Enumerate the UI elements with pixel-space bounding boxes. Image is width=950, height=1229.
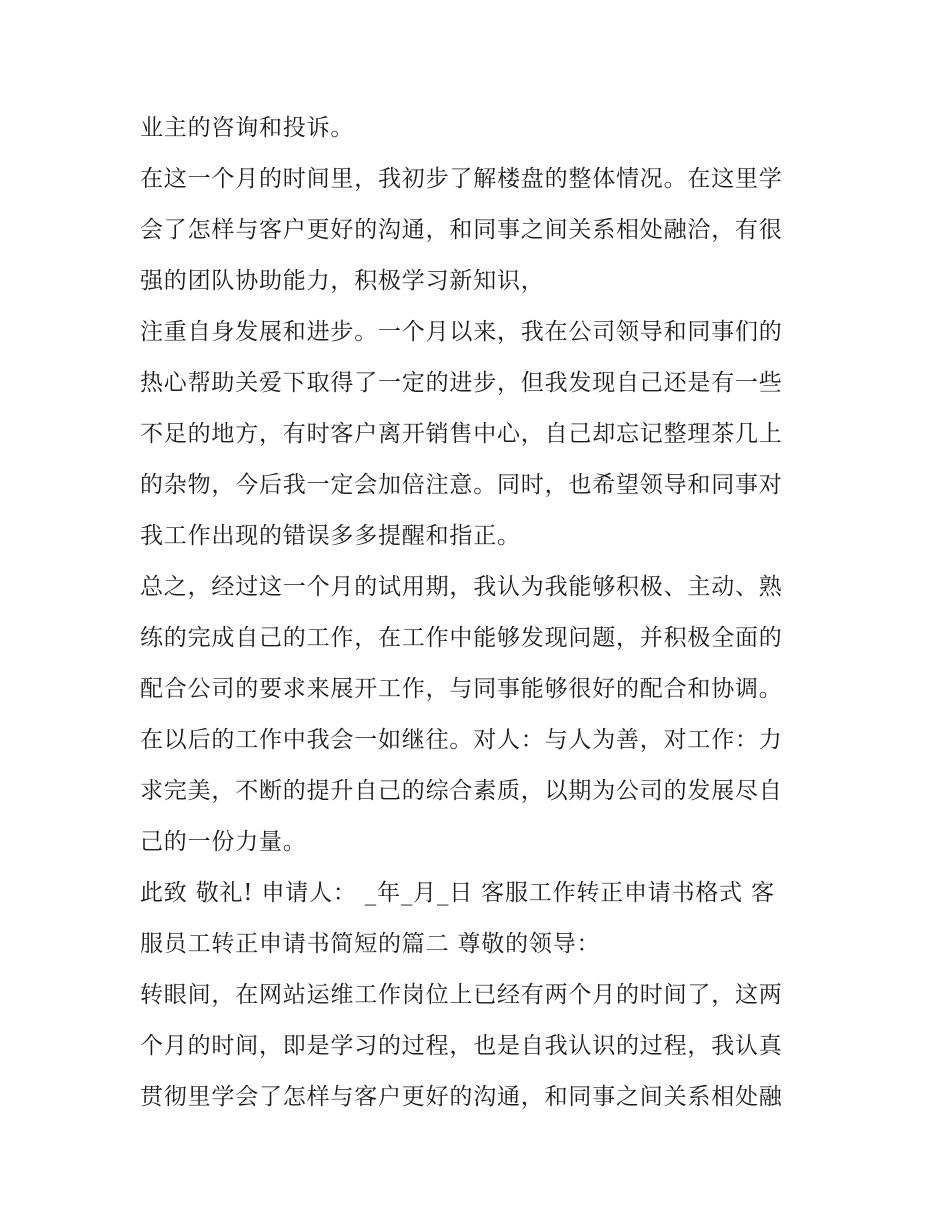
text-line: 在这一个月的时间里，我初步了解楼盘的整体情况。在这里学 — [140, 166, 783, 192]
text-line: 热心帮助关爱下取得了一定的进步，但我发现自己还是有一些 — [140, 370, 783, 396]
text-line: 在以后的工作中我会一如继往。对人：与人为善，对工作：力 — [140, 727, 783, 753]
text-line: 总之，经过这一个月的试用期，我认为我能够积极、主动、熟 — [140, 574, 783, 600]
text-line: 个月的时间，即是学习的过程，也是自我认识的过程，我认真 — [140, 1033, 783, 1059]
text-line: 配合公司的要求来展开工作，与同事能够很好的配合和协调。 — [140, 676, 783, 702]
text-line: 求完美，不断的提升自己的综合素质，以期为公司的发展尽自 — [140, 778, 783, 804]
text-line: 转眼间，在网站运维工作岗位上已经有两个月的时间了，这两 — [140, 982, 783, 1008]
text-line: 我工作出现的错误多多提醒和指正。 — [140, 523, 521, 549]
text-line: 贯彻里学会了怎样与客户更好的沟通，和同事之间关系相处融 — [140, 1084, 783, 1110]
document-body — [140, 103, 820, 1123]
text-line: 服员工转正申请书简短的篇二 尊敬的领导： — [140, 931, 601, 957]
text-line: 强的团队协助能力，积极学习新知识， — [140, 268, 545, 294]
text-line: 练的完成自己的工作，在工作中能够发现问题，并积极全面的 — [140, 625, 783, 651]
text-line: 不足的地方，有时客户离开销售中心，自己却忘记整理茶几上 — [140, 421, 783, 447]
text-line: 此致 敬礼! 申请人： _年_月_日 客服工作转正申请书格式 客 — [140, 880, 775, 906]
text-line: 业主的咨询和投诉。 — [140, 115, 355, 141]
text-line: 注重自身发展和进步。一个月以来，我在公司领导和同事们的 — [140, 319, 783, 345]
text-line: 的杂物，今后我一定会加倍注意。同时，也希望领导和同事对 — [140, 472, 783, 498]
text-line: 己的一份力量。 — [140, 829, 307, 855]
text-line: 会了怎样与客户更好的沟通，和同事之间关系相处融洽，有很 — [140, 217, 783, 243]
